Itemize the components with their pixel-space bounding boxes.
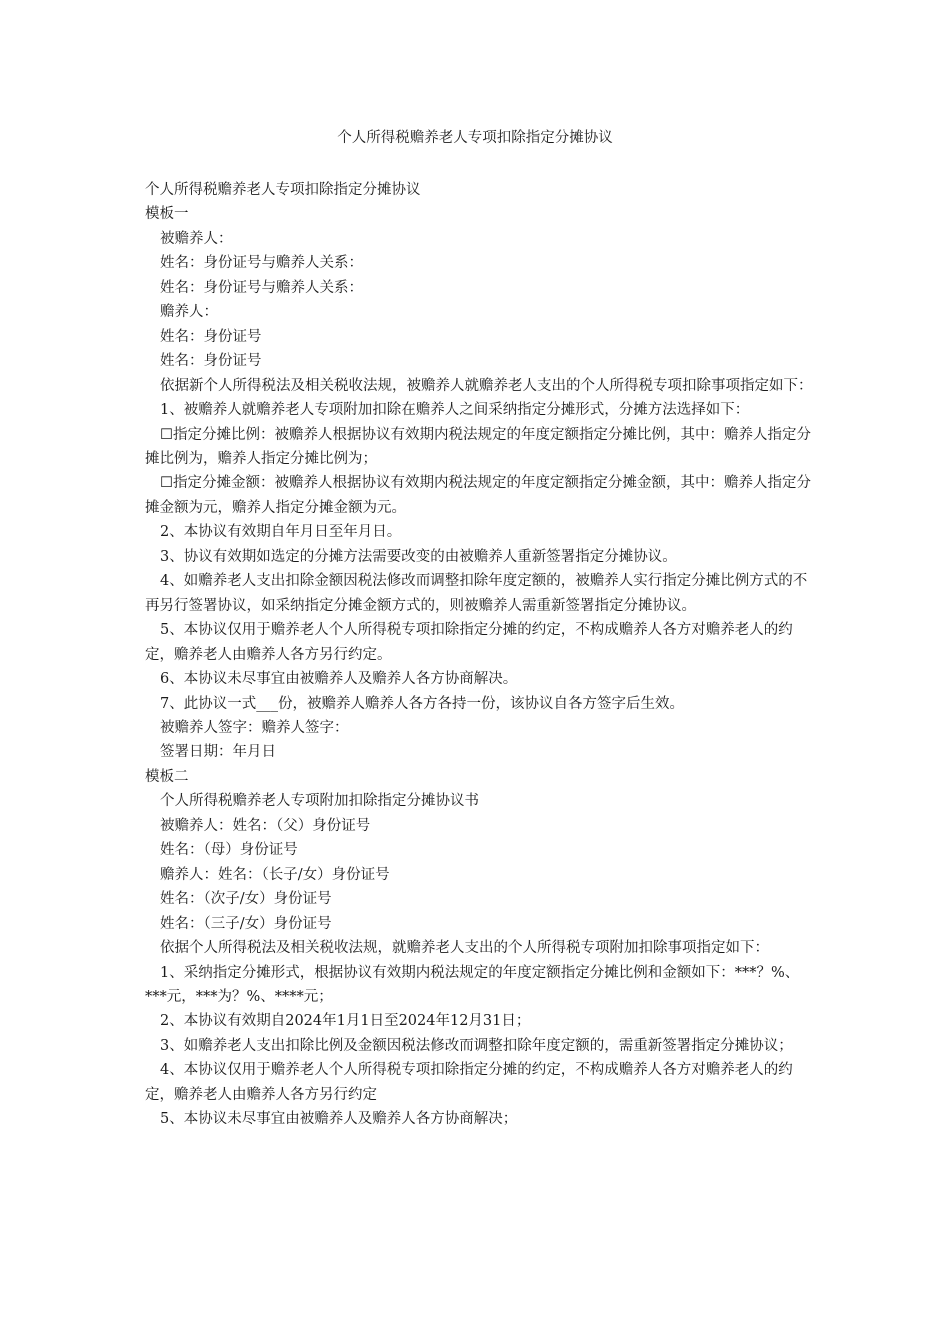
paragraph: ☐指定分摊金额：被赡养人根据协议有效期内税法规定的年度定额指定分摊金额，其中：赡养人指定分摊金额为元，赡养人指定分摊金额为元。: [145, 475, 811, 516]
document-title: 个人所得税赡养老人专项扣除指定分摊协议: [337, 130, 613, 146]
paragraph: 4、本协议仅用于赡养老人个人所得税专项扣除指定分摊的约定，不构成赡养人各方对赡养老人的约定，赡养老人由赡养人各方另行约定: [145, 1062, 793, 1103]
paragraph: 被赡养人签字：赡养人签字：: [160, 719, 349, 736]
paragraph: 姓名：身份证号: [160, 328, 262, 345]
paragraph: 姓名：（母）身份证号: [160, 842, 298, 859]
paragraph: 7、此协议一式___份，被赡养人赡养人各方各持一份，该协议自各方签字后生效。: [160, 695, 684, 712]
paragraph: 个人所得税赡养老人专项扣除指定分摊协议: [145, 182, 421, 198]
paragraph: 3、协议有效期如选定的分摊方法需要改变的由被赡养人重新签署指定分摊协议。: [160, 548, 677, 565]
paragraph: 被赡养人：: [160, 230, 233, 247]
paragraph: 姓名：身份证号: [160, 353, 262, 370]
paragraph: 3、如赡养老人支出扣除比例及金额因税法修改而调整扣除年度定额的，需重新签署指定分摊协议；: [160, 1037, 793, 1054]
paragraph: 被赡养人：姓名：（父）身份证号: [160, 817, 371, 834]
paragraph: 依据新个人所得税法及相关税收法规，被赡养人就赡养老人支出的个人所得税专项扣除事项指定如下：: [160, 377, 813, 394]
paragraph: 赡养人：姓名：（长子/女）身份证号: [160, 866, 390, 883]
paragraph: 姓名：（三子/女）身份证号: [160, 915, 332, 932]
paragraph: 2、本协议有效期自2024年1月1日至2024年12月31日；: [160, 1013, 531, 1030]
paragraph: ☐指定分摊比例：被赡养人根据协议有效期内税法规定的年度定额指定分摊比例，其中：赡养人指定分摊比例为，赡养人指定分摊比例为；: [145, 426, 811, 467]
paragraph: 姓名：身份证号与赡养人关系：: [160, 279, 363, 296]
document-body: [145, 178, 813, 1132]
paragraph: 1、被赡养人就赡养老人专项附加扣除在赡养人之间采纳指定分摊形式，分摊方法选择如下：: [160, 402, 750, 419]
paragraph: 赡养人：: [160, 304, 218, 321]
paragraph: 依据个人所得税法及相关税收法规，就赡养老人支出的个人所得税专项附加扣除事项指定如下：: [160, 940, 769, 957]
paragraph: 签署日期：年月日: [160, 744, 276, 761]
paragraph: 模板一: [145, 206, 189, 223]
paragraph: 5、本协议仅用于赡养老人个人所得税专项扣除指定分摊的约定，不构成赡养人各方对赡养老人的约定，赡养老人由赡养人各方另行约定。: [145, 622, 793, 663]
paragraph: 4、如赡养老人支出扣除金额因税法修改而调整扣除年度定额的，被赡养人实行指定分摊比例方式的不再另行签署协议，如采纳指定分摊金额方式的，则被赡养人需重新签署指定分摊协议。: [145, 573, 808, 614]
paragraph: 姓名：身份证号与赡养人关系：: [160, 255, 363, 272]
paragraph: 5、本协议未尽事宜由被赡养人及赡养人各方协商解决；: [160, 1111, 518, 1128]
paragraph: 6、本协议未尽事宜由被赡养人及赡养人各方协商解决。: [160, 671, 518, 688]
paragraph: 个人所得税赡养老人专项附加扣除指定分摊协议书: [160, 793, 479, 810]
paragraph: 模板二: [145, 768, 189, 785]
paragraph: 1、采纳指定分摊形式，根据协议有效期内税法规定的年度定额指定分摊比例和金额如下：***？%、***元，***为？%、****元；: [145, 964, 800, 1005]
paragraph: 2、本协议有效期自年月日至年月日。: [160, 524, 402, 541]
paragraph: 姓名：（次子/女）身份证号: [160, 891, 332, 908]
